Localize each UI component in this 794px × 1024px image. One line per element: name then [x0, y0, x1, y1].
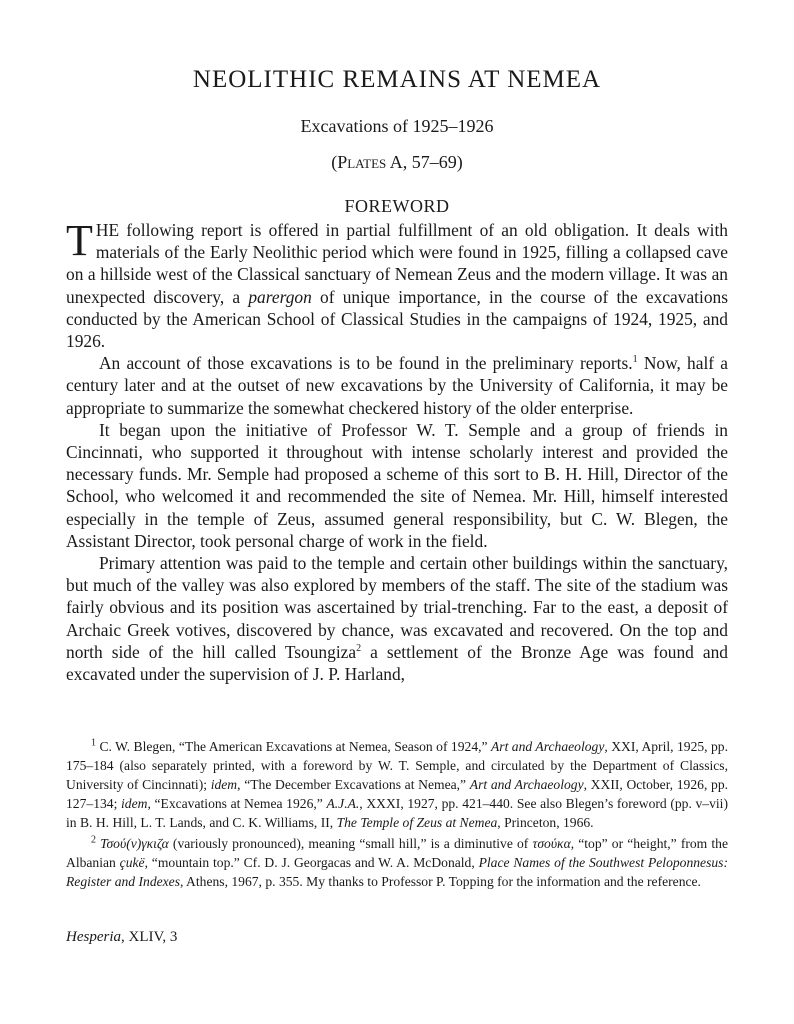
paragraph-1-text-b: of unique importance, in the course of the excavations conducted by the American School of Classical Studies in the campaigns of 1924, 1925, and 1926.: [66, 286, 728, 352]
fn1-i4: idem: [121, 796, 148, 811]
fn2-b: , “top” or “height,” from the Albanian: [66, 836, 728, 870]
plates-open-paren: (: [331, 152, 338, 172]
paragraph-4-text-b: a settlement of the Bronze Age was found and excavated under the supervision of J. P. Harland,: [66, 641, 728, 685]
paragraph-2-text-b: Now, half a century later and at the outset of new excavations by the University of California, it may be appropriate to summarize the somewhat checkered history of the older enterprise.: [66, 353, 728, 418]
fn1-a: C. W. Blegen, “The American Excavations at Nemea, Season of 1924,”: [96, 739, 491, 754]
fn1-i3: Art and Archaeology: [469, 777, 584, 792]
footnote-1: [66, 737, 728, 832]
fn1-i1: Art and Archaeology: [491, 739, 605, 754]
article-title: NEOLITHIC REMAINS AT NEMEA: [192, 66, 602, 93]
plates-word: Plates: [337, 152, 387, 172]
paragraph-1: [66, 216, 728, 352]
fn1-g: , Princeton, 1966.: [497, 815, 594, 830]
plates-reference: [0, 152, 794, 173]
paragraph-4: [66, 552, 728, 685]
fn1-i2: idem: [210, 777, 238, 792]
fn1-e: , “Excavations at Nemea 1926,”: [147, 796, 327, 811]
fn1-b: , XXI, April, 1925, pp. 175–184 (also separately printed, with a foreword by W. T. Semple, and circulated by the Department of Classics, University of Cincinnati);: [66, 739, 729, 792]
fn2-d: , Athens, 1967, p. 355. My thanks to Professor P. Topping for the information and the reference.: [180, 874, 701, 889]
paragraph-4-text-a: Primary attention was paid to the temple and certain other buildings within the sanctuary, but much of the valley was also explored by members of the staff. The site of the stadium was fairly obvious and its position was ascertained by trial-trenching. Far to the east, a deposit of Archaic Greek votives, discovered by chance, was excavated and recovered. On the top and north side of the hill called Tsoungiza: [66, 553, 728, 662]
drop-cap: T: [66, 216, 93, 265]
fn2-i3: çukë: [119, 855, 145, 870]
fn1-c: , “The December Excavations at Nemea,”: [237, 777, 470, 792]
fn2-i4: Place Names of the Southwest Peloponnesus: Register and Indexes: [66, 855, 728, 889]
journal-name: Hesperia: [66, 929, 121, 945]
journal-volume: , XLIV, 3: [121, 929, 178, 945]
section-heading: FOREWORD: [344, 196, 450, 216]
paragraph-1-italic: parergon: [248, 286, 312, 307]
paragraph-1-text-a: HE following report is offered in partial fulfillment of an old obligation. It deals with materials of the Early Neolithic period which were found in 1925, filling a collapsed cave on a hillside west of the Classical sanctuary of Nemean Zeus and the modern village. It was an unexpected discovery, a: [66, 220, 728, 307]
body-text: [66, 216, 728, 685]
paragraph-3: It began upon the initiative of Professor W. T. Semple and a group of friends in Cincinnati, who supported it throughout with intense scholarly interest and provided the necessary funds. Mr. Semple had proposed a scheme of this sort to B. H. Hill, Director of the School, who welcomed it and recommended the site of Nemea. Mr. Hill, himself interested especially in the temple of Zeus, assumed general responsibility, but C. W. Blegen, the Assistant Director, took personal charge of work in the field.: [66, 419, 728, 551]
footnote-2-number: 2: [91, 834, 96, 846]
paragraph-2: [66, 352, 728, 419]
fn1-i5: A.J.A.: [326, 796, 360, 811]
fn1-f: , XXXI, 1927, pp. 421–440. See also Blegen’s foreword (pp. v–vii) in B. H. Hill, L. T. Lands, and C. K. Williams, II,: [66, 796, 728, 830]
fn2-i2: τσούκα: [532, 836, 571, 851]
footnotes: [66, 737, 728, 891]
paragraph-2-text-a: An account of those excavations is to be found in the preliminary reports.: [99, 353, 633, 374]
fn2-c: , “mountain top.” Cf. D. J. Georgacas and W. A. McDonald,: [144, 855, 479, 870]
article-subtitle: Excavations of 1925–1926: [300, 116, 494, 136]
journal-footer: [66, 929, 177, 946]
footnote-1-number: 1: [91, 737, 96, 749]
footnote-ref-1[interactable]: 1: [632, 354, 638, 366]
plates-numbers: A, 57–69): [386, 152, 463, 172]
fn1-d: , XXII, October, 1926, pp. 127–134;: [66, 777, 729, 811]
footnote-ref-2[interactable]: 2: [356, 643, 362, 655]
fn2-a: (variously pronounced), meaning “small hill,” is a diminutive of: [168, 836, 533, 851]
fn1-i6: The Temple of Zeus at Nemea: [336, 815, 498, 830]
fn2-i1: Τσού(ν)γκιζα: [100, 836, 169, 851]
footnote-2: [66, 834, 728, 891]
